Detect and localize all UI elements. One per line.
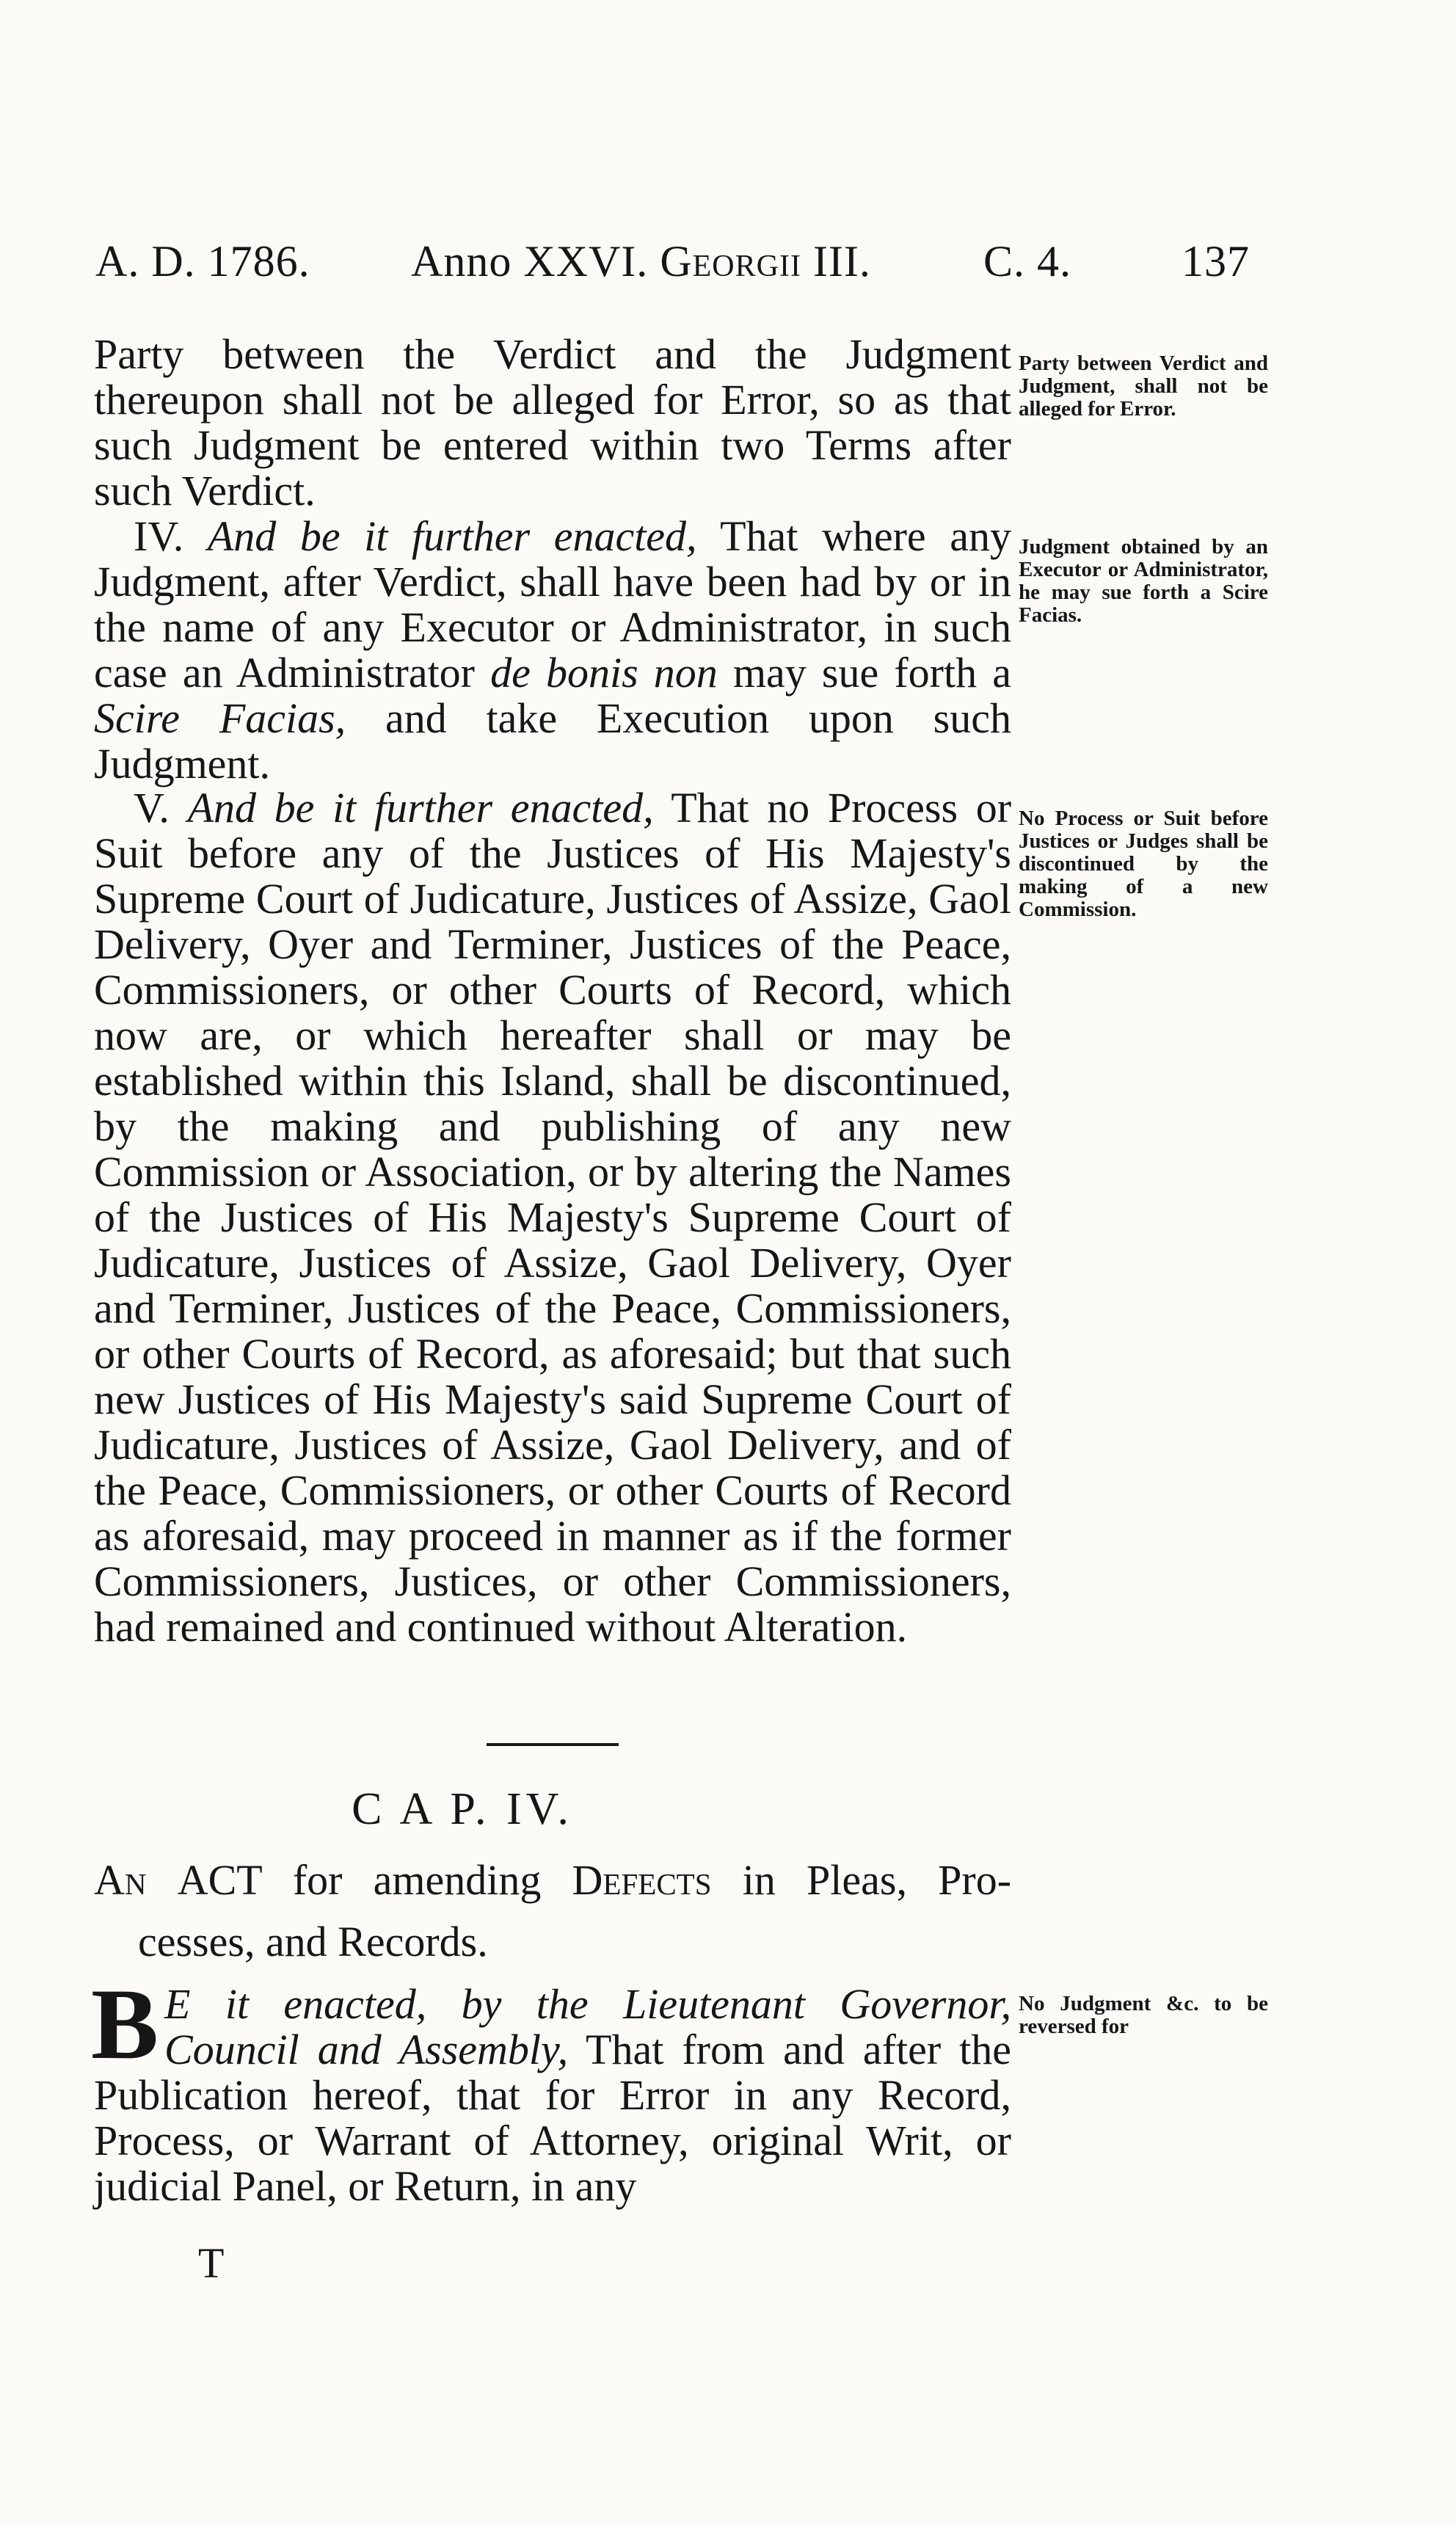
page-number: 137 <box>1182 237 1250 286</box>
act-title-defects: Defects <box>572 1856 712 1904</box>
margin-note-2: Judgment obtained by an Executor or Administrator, he may sue forth a Scire Facias. <box>1019 535 1268 627</box>
catchword: T <box>198 2239 225 2287</box>
section-divider <box>487 1743 619 1746</box>
act-title-act: ACT <box>177 1856 262 1904</box>
section-4-text-a: That where any Judgment, after Verdict, shall have been had by or in the name of any Executor or Administrator, in such case an Administrator <box>94 512 1012 697</box>
section-5-body: That no Process or Suit before any of the Justices of His Majesty's Supreme Court of Judicature, Justices of Assize, Gaol Delivery, Oyer and Terminer, Justices of the Peace, Commissioners, or other Courts of Record, which now are, or which hereafter shall or may be established within this Island, shall be discontinued, by the making and publishing of any new Commission or Association, or by altering the Names of the Justices of His Majesty's Supreme Court of Judicature, Justices of Assize, Gaol Delivery, Oyer and Terminer, Justices of the Peace, Commissioners, or other Courts of Record, as aforesaid; but that such new Justices of His Majesty's said Supreme Court of Judicature, Justices of Assize, Gaol Delivery, and of the Peace, Commissioners, or other Courts of Record as aforesaid, may proceed in manner as if the former Commissioners, Justices, or other Commissioners, had remained and continued without Alteration. <box>94 784 1012 1651</box>
section-4-enacting: And be it further enacted, <box>207 512 697 560</box>
section-4-de-bonis-non: de bonis non <box>490 649 718 697</box>
running-header <box>95 236 1262 295</box>
header-reign: Georgii III. <box>660 237 871 286</box>
chapter-heading: C A P. IV. <box>352 1784 573 1834</box>
section-4 <box>94 514 1011 787</box>
section-4-text-c: and take Execution upon such Judgment. <box>94 694 1011 788</box>
act-enacting-clause: E it enacted, by the Lieutenant Governor, Council and Assembly, <box>164 1980 1011 2073</box>
act-title <box>94 1850 1011 1973</box>
section-4-number: IV. <box>134 512 184 560</box>
act-body <box>91 1968 1012 2210</box>
header-anno: Anno XXVI. <box>411 237 649 286</box>
act-title-an: An <box>94 1856 178 1904</box>
section-5 <box>94 785 1011 1650</box>
section-5-text <box>94 785 1011 1650</box>
margin-note-4: No Judgment &c. to be reversed for <box>1019 1992 1268 2038</box>
section-4-text <box>94 514 1011 787</box>
act-title-for: for amending <box>261 1856 572 1904</box>
section-4-text-b: may sue forth a <box>717 649 1011 697</box>
section-5-enacting: And be it further enacted, <box>187 784 654 832</box>
margin-note-1: Party between Verdict and Judgment, shall not be alleged for Error. <box>1019 352 1268 421</box>
header-regnal-year <box>411 236 871 287</box>
section-5-number: V. <box>134 784 170 832</box>
act-title-line-1 <box>94 1850 1011 1911</box>
margin-note-3: No Process or Suit before Justices or Judges shall be discontinued by the making of a new Commission. <box>1019 807 1268 921</box>
header-year: A. D. 1786. <box>95 237 310 286</box>
drop-cap: B <box>91 1968 159 2080</box>
paragraph-continued <box>94 332 1011 514</box>
section-4-scire-facias: Scire Facias, <box>94 694 346 742</box>
act-body-text: That from and after the Publication hereof, that for Error in any Record, Process, or Warrant of Attorney, original Writ, or judicial Panel, or Return, in any <box>94 2026 1012 2210</box>
paragraph-continued-text: Party between the Verdict and the Judgment thereupon shall not be alleged for Error, so as that such Judgment be entered within two Terms after such Verdict. <box>94 330 1011 514</box>
act-title-line-2: cesses, and Records. <box>138 1918 488 1965</box>
header-chapter: C. 4. <box>983 237 1072 286</box>
act-title-pleas: in Pleas, Pro- <box>711 1856 1012 1904</box>
